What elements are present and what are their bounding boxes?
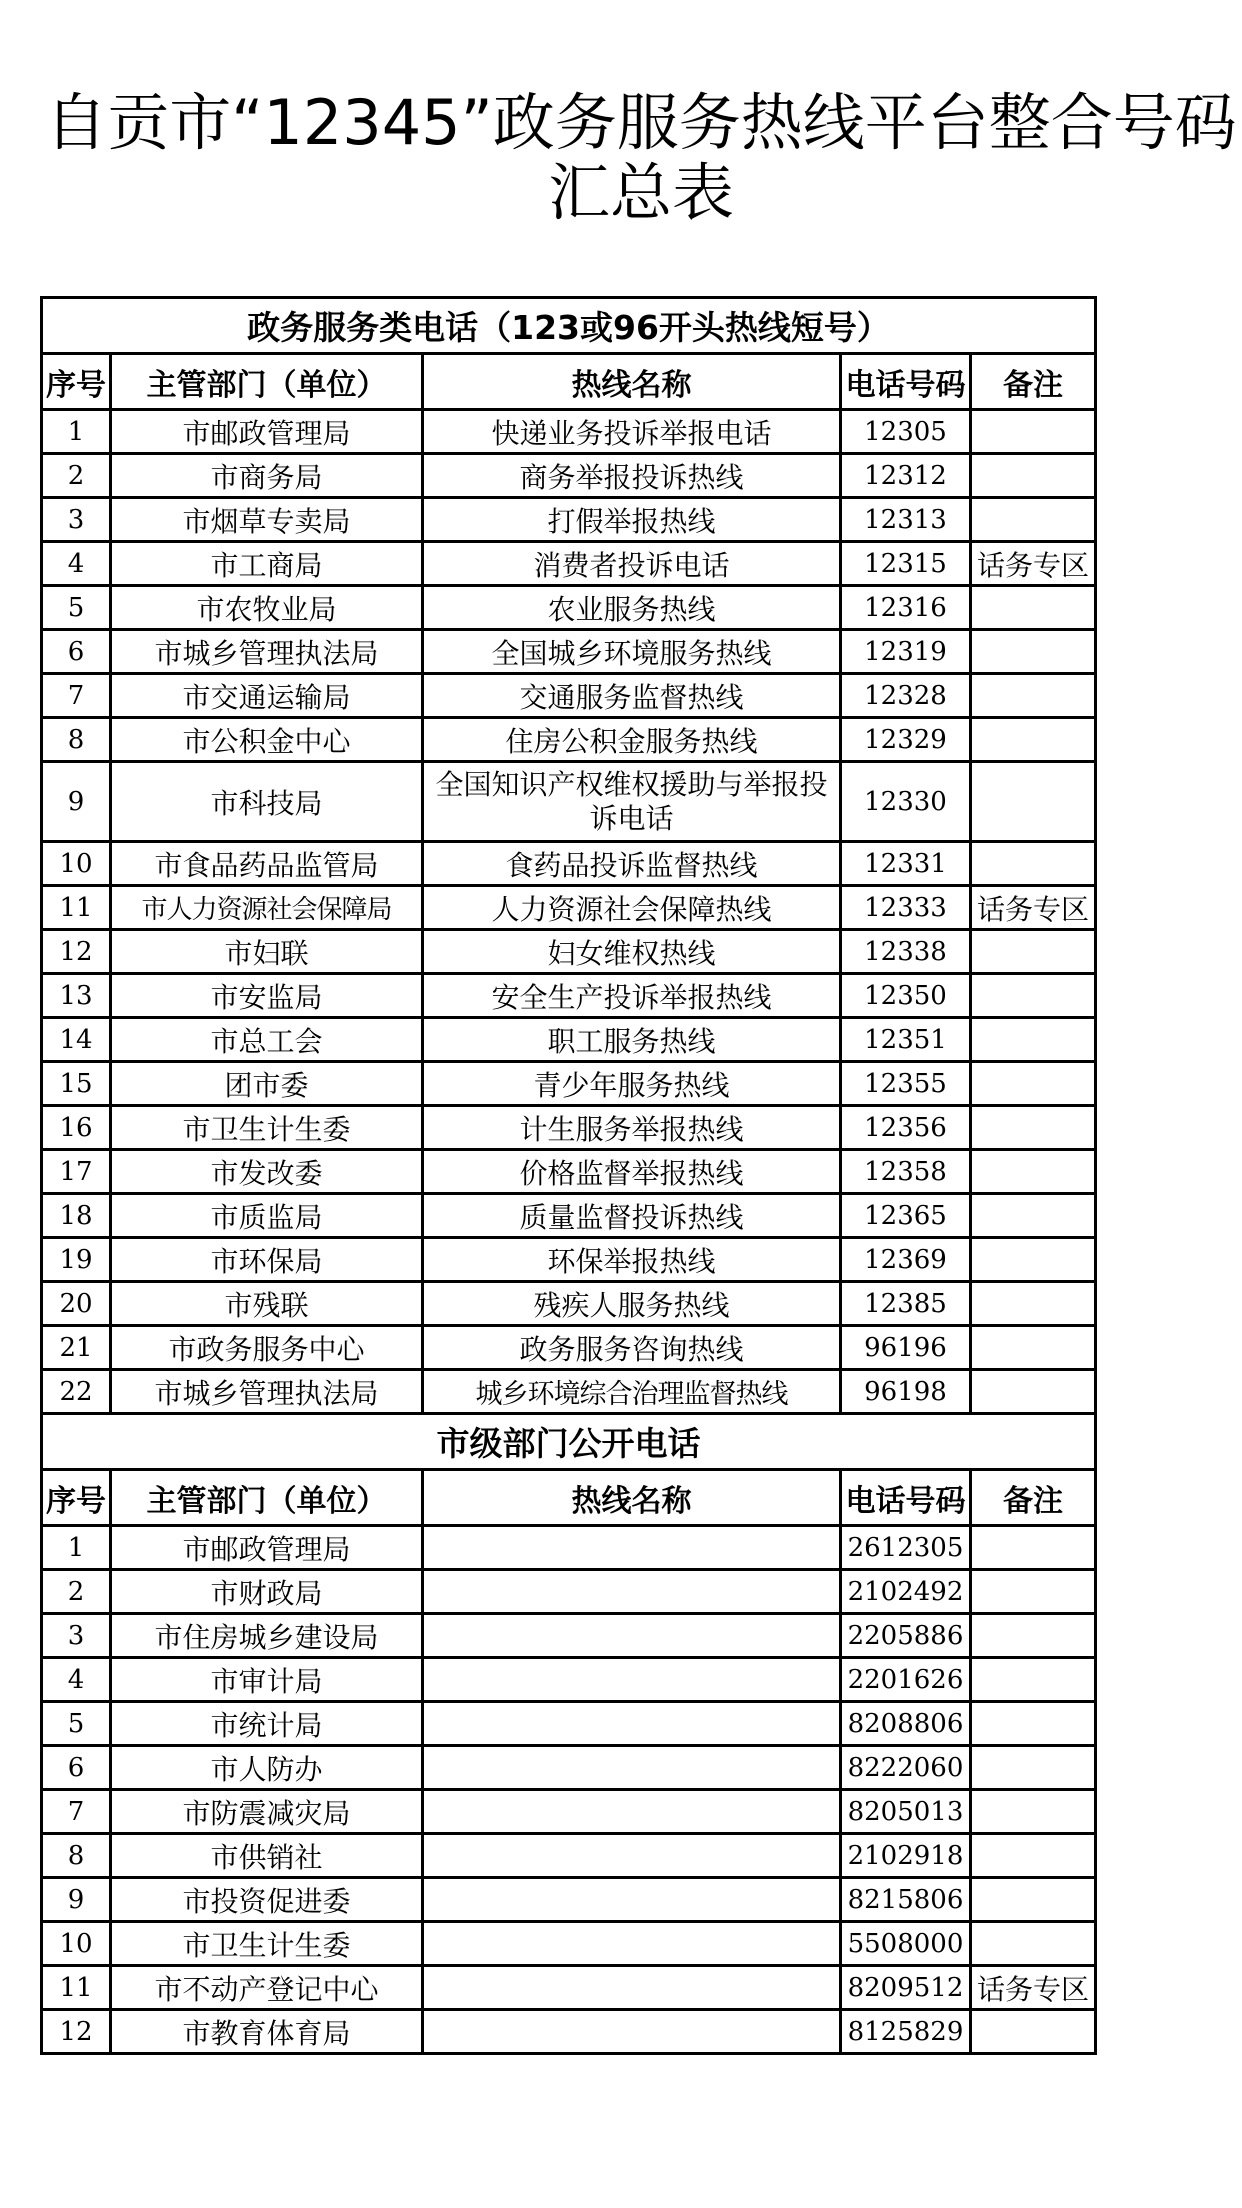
cell-note bbox=[971, 674, 1096, 718]
table-row bbox=[42, 1526, 1096, 1570]
cell-dept: 市农牧业局 bbox=[111, 586, 423, 630]
cell-note bbox=[971, 1570, 1096, 1614]
cell-seq: 3 bbox=[42, 498, 111, 542]
cell-seq: 2 bbox=[42, 454, 111, 498]
cell-hotline-name bbox=[423, 1790, 841, 1834]
cell-note bbox=[971, 1878, 1096, 1922]
cell-dept: 市总工会 bbox=[111, 1018, 423, 1062]
table-row bbox=[42, 930, 1096, 974]
cell-seq: 3 bbox=[42, 1614, 111, 1658]
cell-note bbox=[971, 1194, 1096, 1238]
cell-seq: 7 bbox=[42, 1790, 111, 1834]
table-row bbox=[42, 718, 1096, 762]
cell-note: 话务专区 bbox=[971, 542, 1096, 586]
cell-seq: 1 bbox=[42, 410, 111, 454]
cell-phone: 12328 bbox=[841, 674, 971, 718]
table-row bbox=[42, 1966, 1096, 2010]
cell-seq: 22 bbox=[42, 1370, 111, 1414]
cell-dept: 市科技局 bbox=[111, 762, 423, 842]
column-header-row bbox=[42, 354, 1096, 410]
cell-hotline-name: 环保举报热线 bbox=[423, 1238, 841, 1282]
column-header-row bbox=[42, 1470, 1096, 1526]
cell-note bbox=[971, 1238, 1096, 1282]
cell-phone: 96196 bbox=[841, 1326, 971, 1370]
header-dept: 主管部门（单位） bbox=[111, 354, 423, 410]
cell-note bbox=[971, 1702, 1096, 1746]
cell-note bbox=[971, 1790, 1096, 1834]
cell-dept: 市工商局 bbox=[111, 542, 423, 586]
cell-note bbox=[971, 1658, 1096, 1702]
cell-dept: 市投资促进委 bbox=[111, 1878, 423, 1922]
cell-seq: 4 bbox=[42, 1658, 111, 1702]
table-row bbox=[42, 842, 1096, 886]
table-row bbox=[42, 1614, 1096, 1658]
cell-dept: 市安监局 bbox=[111, 974, 423, 1018]
cell-hotline-name: 青少年服务热线 bbox=[423, 1062, 841, 1106]
cell-seq: 13 bbox=[42, 974, 111, 1018]
cell-seq: 12 bbox=[42, 2010, 111, 2054]
cell-dept: 市城乡管理执法局 bbox=[111, 630, 423, 674]
cell-seq: 4 bbox=[42, 542, 111, 586]
cell-dept: 市邮政管理局 bbox=[111, 410, 423, 454]
cell-phone: 8222060 bbox=[841, 1746, 971, 1790]
cell-hotline-name bbox=[423, 1746, 841, 1790]
cell-phone: 12305 bbox=[841, 410, 971, 454]
cell-seq: 5 bbox=[42, 1702, 111, 1746]
cell-hotline-name: 消费者投诉电话 bbox=[423, 542, 841, 586]
cell-phone: 12355 bbox=[841, 1062, 971, 1106]
cell-seq: 11 bbox=[42, 886, 111, 930]
cell-note bbox=[971, 1922, 1096, 1966]
cell-seq: 8 bbox=[42, 1834, 111, 1878]
cell-note: 话务专区 bbox=[971, 1966, 1096, 2010]
table-row bbox=[42, 762, 1096, 842]
cell-hotline-name: 职工服务热线 bbox=[423, 1018, 841, 1062]
cell-seq: 11 bbox=[42, 1966, 111, 2010]
table-row bbox=[42, 1062, 1096, 1106]
cell-dept: 市政务服务中心 bbox=[111, 1326, 423, 1370]
cell-phone: 12330 bbox=[841, 762, 971, 842]
cell-seq: 16 bbox=[42, 1106, 111, 1150]
header-hotline-name: 热线名称 bbox=[423, 354, 841, 410]
table-row bbox=[42, 1658, 1096, 1702]
cell-hotline-name bbox=[423, 1878, 841, 1922]
cell-phone: 12350 bbox=[841, 974, 971, 1018]
cell-phone: 96198 bbox=[841, 1370, 971, 1414]
cell-note bbox=[971, 762, 1096, 842]
cell-phone: 2612305 bbox=[841, 1526, 971, 1570]
cell-hotline-name bbox=[423, 1570, 841, 1614]
cell-phone: 12356 bbox=[841, 1106, 971, 1150]
cell-hotline-name: 价格监督举报热线 bbox=[423, 1150, 841, 1194]
table-row bbox=[42, 1106, 1096, 1150]
table-row bbox=[42, 674, 1096, 718]
cell-dept: 市防震减灾局 bbox=[111, 1790, 423, 1834]
header-seq: 序号 bbox=[42, 1470, 111, 1526]
cell-dept: 市发改委 bbox=[111, 1150, 423, 1194]
cell-hotline-name bbox=[423, 1834, 841, 1878]
cell-hotline-name: 交通服务监督热线 bbox=[423, 674, 841, 718]
cell-phone: 2201626 bbox=[841, 1658, 971, 1702]
table-row bbox=[42, 1834, 1096, 1878]
cell-hotline-name: 农业服务热线 bbox=[423, 586, 841, 630]
cell-note bbox=[971, 1370, 1096, 1414]
table-row bbox=[42, 1150, 1096, 1194]
title-line-1: 自贡市“12345”政务服务热线平台整合号码 bbox=[45, 86, 1237, 159]
cell-phone: 12331 bbox=[841, 842, 971, 886]
cell-phone: 12312 bbox=[841, 454, 971, 498]
cell-phone: 8208806 bbox=[841, 1702, 971, 1746]
cell-phone: 12338 bbox=[841, 930, 971, 974]
cell-phone: 2102492 bbox=[841, 1570, 971, 1614]
cell-hotline-name bbox=[423, 1614, 841, 1658]
document-title bbox=[40, 88, 1242, 228]
cell-hotline-name: 政务服务咨询热线 bbox=[423, 1326, 841, 1370]
header-phone: 电话号码 bbox=[841, 1470, 971, 1526]
cell-dept: 市食品药品监管局 bbox=[111, 842, 423, 886]
cell-dept: 市质监局 bbox=[111, 1194, 423, 1238]
header-note: 备注 bbox=[971, 354, 1096, 410]
cell-dept: 市邮政管理局 bbox=[111, 1526, 423, 1570]
table-row bbox=[42, 1922, 1096, 1966]
section-heading-row bbox=[42, 1414, 1096, 1470]
cell-note bbox=[971, 1746, 1096, 1790]
cell-hotline-name: 妇女维权热线 bbox=[423, 930, 841, 974]
cell-note bbox=[971, 410, 1096, 454]
table-row bbox=[42, 1370, 1096, 1414]
cell-phone: 12365 bbox=[841, 1194, 971, 1238]
cell-seq: 10 bbox=[42, 1922, 111, 1966]
cell-seq: 9 bbox=[42, 1878, 111, 1922]
cell-dept: 市审计局 bbox=[111, 1658, 423, 1702]
cell-dept: 市卫生计生委 bbox=[111, 1106, 423, 1150]
cell-seq: 17 bbox=[42, 1150, 111, 1194]
cell-hotline-name bbox=[423, 1966, 841, 2010]
header-note: 备注 bbox=[971, 1470, 1096, 1526]
cell-note bbox=[971, 1326, 1096, 1370]
cell-hotline-name: 全国城乡环境服务热线 bbox=[423, 630, 841, 674]
cell-phone: 12316 bbox=[841, 586, 971, 630]
cell-note bbox=[971, 1834, 1096, 1878]
title-line-2: 汇总表 bbox=[547, 156, 734, 229]
cell-hotline-name: 人力资源社会保障热线 bbox=[423, 886, 841, 930]
cell-dept: 市城乡管理执法局 bbox=[111, 1370, 423, 1414]
cell-note bbox=[971, 498, 1096, 542]
cell-hotline-name: 全国知识产权维权援助与举报投诉电话 bbox=[423, 762, 841, 842]
cell-dept: 团市委 bbox=[111, 1062, 423, 1106]
cell-seq: 19 bbox=[42, 1238, 111, 1282]
cell-hotline-name: 安全生产投诉举报热线 bbox=[423, 974, 841, 1018]
cell-seq: 8 bbox=[42, 718, 111, 762]
cell-note bbox=[971, 1526, 1096, 1570]
cell-hotline-name: 质量监督投诉热线 bbox=[423, 1194, 841, 1238]
cell-hotline-name: 快递业务投诉举报电话 bbox=[423, 410, 841, 454]
cell-dept: 市商务局 bbox=[111, 454, 423, 498]
cell-dept: 市人力资源社会保障局 bbox=[111, 886, 423, 930]
cell-phone: 12358 bbox=[841, 1150, 971, 1194]
cell-phone: 12369 bbox=[841, 1238, 971, 1282]
table-row bbox=[42, 1238, 1096, 1282]
cell-note bbox=[971, 974, 1096, 1018]
cell-note bbox=[971, 1106, 1096, 1150]
cell-seq: 9 bbox=[42, 762, 111, 842]
cell-phone: 12333 bbox=[841, 886, 971, 930]
cell-note bbox=[971, 1062, 1096, 1106]
table-row bbox=[42, 886, 1096, 930]
cell-dept: 市人防办 bbox=[111, 1746, 423, 1790]
table-row bbox=[42, 410, 1096, 454]
cell-note bbox=[971, 1282, 1096, 1326]
cell-seq: 6 bbox=[42, 630, 111, 674]
table-row bbox=[42, 1746, 1096, 1790]
cell-hotline-name: 食药品投诉监督热线 bbox=[423, 842, 841, 886]
cell-dept: 市公积金中心 bbox=[111, 718, 423, 762]
section-heading-row bbox=[42, 298, 1096, 354]
cell-dept: 市环保局 bbox=[111, 1238, 423, 1282]
cell-dept: 市残联 bbox=[111, 1282, 423, 1326]
cell-note bbox=[971, 718, 1096, 762]
cell-phone: 2205886 bbox=[841, 1614, 971, 1658]
cell-seq: 12 bbox=[42, 930, 111, 974]
cell-phone: 12385 bbox=[841, 1282, 971, 1326]
table-row bbox=[42, 1570, 1096, 1614]
table-row bbox=[42, 2010, 1096, 2054]
cell-seq: 7 bbox=[42, 674, 111, 718]
cell-hotline-name bbox=[423, 1526, 841, 1570]
table-row bbox=[42, 542, 1096, 586]
cell-phone: 8215806 bbox=[841, 1878, 971, 1922]
cell-hotline-name: 商务举报投诉热线 bbox=[423, 454, 841, 498]
cell-hotline-name bbox=[423, 1922, 841, 1966]
cell-dept: 市教育体育局 bbox=[111, 2010, 423, 2054]
table-row bbox=[42, 1702, 1096, 1746]
cell-phone: 12351 bbox=[841, 1018, 971, 1062]
cell-dept: 市住房城乡建设局 bbox=[111, 1614, 423, 1658]
table-row bbox=[42, 498, 1096, 542]
cell-note bbox=[971, 586, 1096, 630]
cell-hotline-name bbox=[423, 1702, 841, 1746]
table-row bbox=[42, 974, 1096, 1018]
cell-seq: 14 bbox=[42, 1018, 111, 1062]
cell-hotline-name bbox=[423, 2010, 841, 2054]
cell-seq: 1 bbox=[42, 1526, 111, 1570]
table-body bbox=[42, 298, 1096, 2054]
cell-phone: 8205013 bbox=[841, 1790, 971, 1834]
cell-note bbox=[971, 1150, 1096, 1194]
cell-dept: 市财政局 bbox=[111, 1570, 423, 1614]
cell-hotline-name bbox=[423, 1658, 841, 1702]
cell-dept: 市统计局 bbox=[111, 1702, 423, 1746]
cell-note bbox=[971, 2010, 1096, 2054]
table-row bbox=[42, 1018, 1096, 1062]
cell-note: 话务专区 bbox=[971, 886, 1096, 930]
cell-seq: 6 bbox=[42, 1746, 111, 1790]
cell-phone: 5508000 bbox=[841, 1922, 971, 1966]
cell-dept: 市不动产登记中心 bbox=[111, 1966, 423, 2010]
cell-seq: 20 bbox=[42, 1282, 111, 1326]
cell-note bbox=[971, 630, 1096, 674]
cell-dept: 市烟草专卖局 bbox=[111, 498, 423, 542]
cell-seq: 2 bbox=[42, 1570, 111, 1614]
cell-phone: 12319 bbox=[841, 630, 971, 674]
cell-hotline-name: 打假举报热线 bbox=[423, 498, 841, 542]
table-row bbox=[42, 586, 1096, 630]
cell-phone: 8209512 bbox=[841, 1966, 971, 2010]
cell-note bbox=[971, 454, 1096, 498]
header-hotline-name: 热线名称 bbox=[423, 1470, 841, 1526]
cell-note bbox=[971, 842, 1096, 886]
cell-phone: 12329 bbox=[841, 718, 971, 762]
cell-seq: 18 bbox=[42, 1194, 111, 1238]
table-row bbox=[42, 1326, 1096, 1370]
cell-note bbox=[971, 1614, 1096, 1658]
cell-phone: 12315 bbox=[841, 542, 971, 586]
table-row bbox=[42, 1790, 1096, 1834]
section-heading: 政务服务类电话（123或96开头热线短号） bbox=[42, 298, 1096, 354]
cell-seq: 21 bbox=[42, 1326, 111, 1370]
cell-phone: 12313 bbox=[841, 498, 971, 542]
cell-hotline-name: 残疾人服务热线 bbox=[423, 1282, 841, 1326]
cell-phone: 8125829 bbox=[841, 2010, 971, 2054]
section-heading: 市级部门公开电话 bbox=[42, 1414, 1096, 1470]
header-dept: 主管部门（单位） bbox=[111, 1470, 423, 1526]
cell-seq: 15 bbox=[42, 1062, 111, 1106]
cell-dept: 市卫生计生委 bbox=[111, 1922, 423, 1966]
cell-phone: 2102918 bbox=[841, 1834, 971, 1878]
table-row bbox=[42, 1282, 1096, 1326]
table-row bbox=[42, 1194, 1096, 1238]
cell-hotline-name: 住房公积金服务热线 bbox=[423, 718, 841, 762]
cell-dept: 市妇联 bbox=[111, 930, 423, 974]
cell-dept: 市交通运输局 bbox=[111, 674, 423, 718]
cell-dept: 市供销社 bbox=[111, 1834, 423, 1878]
table-row bbox=[42, 1878, 1096, 1922]
hotline-table bbox=[40, 296, 1097, 2055]
table-row bbox=[42, 630, 1096, 674]
cell-note bbox=[971, 1018, 1096, 1062]
cell-seq: 10 bbox=[42, 842, 111, 886]
cell-seq: 5 bbox=[42, 586, 111, 630]
cell-note bbox=[971, 930, 1096, 974]
header-phone: 电话号码 bbox=[841, 354, 971, 410]
cell-hotline-name: 城乡环境综合治理监督热线 bbox=[423, 1370, 841, 1414]
header-seq: 序号 bbox=[42, 354, 111, 410]
cell-hotline-name: 计生服务举报热线 bbox=[423, 1106, 841, 1150]
table-row bbox=[42, 454, 1096, 498]
